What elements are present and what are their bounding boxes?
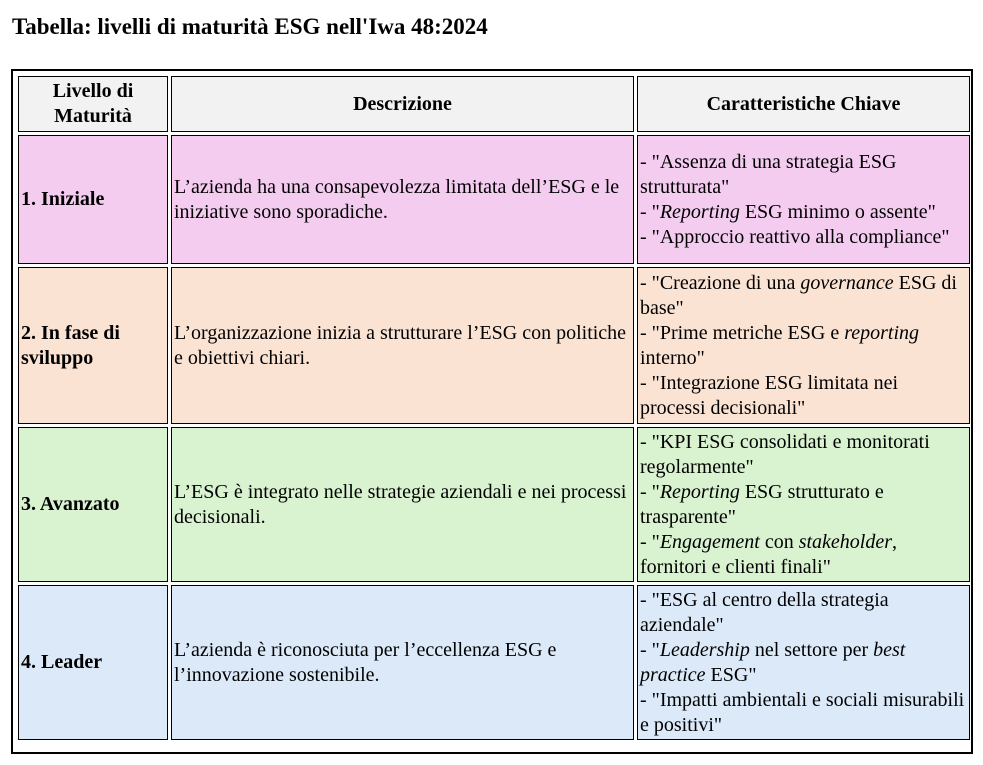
feature-item: [640, 371, 967, 421]
feature-text: ESG minimo o assente": [739, 200, 936, 223]
feature-term-italic: governance: [800, 271, 894, 294]
feature-list: [640, 150, 967, 250]
description-cell: L’ESG è integrato nelle strategie aziendali e nei processi decisionali.: [171, 427, 634, 582]
feature-list: [640, 588, 967, 738]
feature-text: - "Integrazione ESG limitata nei processi decisionali": [640, 371, 899, 419]
feature-item: [640, 530, 967, 580]
feature-term-italic: Reporting: [659, 200, 740, 223]
table-header-row: [18, 76, 970, 132]
feature-text: - "Impatti ambientali e sociali misurabili e positivi": [640, 688, 965, 736]
feature-text: - "ESG al centro della strategia aziendale": [640, 588, 889, 636]
feature-text: - ": [640, 480, 660, 503]
feature-item: [640, 225, 967, 250]
level-cell: 2. In fase di sviluppo: [18, 267, 168, 424]
feature-term-italic: Leadership: [659, 638, 750, 661]
feature-item: [640, 688, 967, 738]
feature-term-italic: reporting: [844, 321, 920, 344]
feature-text: - "KPI ESG consolidati e monitorati regolarmente": [640, 430, 930, 478]
feature-term-italic: Engagement: [659, 530, 760, 553]
feature-text: - "Approccio reattivo alla compliance": [640, 225, 950, 248]
description-cell: L’azienda ha una consapevolezza limitata dell’ESG e le iniziative sono sporadiche.: [171, 135, 634, 264]
feature-term-italic: stakeholder: [798, 530, 893, 553]
header-description: Descrizione: [171, 76, 634, 132]
feature-item: [640, 430, 967, 480]
level-cell: 4. Leader: [18, 585, 168, 740]
feature-item: [640, 321, 967, 371]
feature-text: ESG": [705, 663, 757, 686]
feature-term-italic: best practice: [640, 638, 906, 686]
level-cell: 3. Avanzato: [18, 427, 168, 582]
feature-item: [640, 271, 967, 321]
feature-text: - "Prime metriche ESG e: [640, 321, 845, 344]
feature-text: nel settore per: [749, 638, 874, 661]
description-cell: L’organizzazione inizia a strutturare l’ESG con politiche e obiettivi chiari.: [171, 267, 634, 424]
feature-item: [640, 200, 967, 225]
feature-list: [640, 430, 967, 580]
header-features: Caratteristiche Chiave: [637, 76, 970, 132]
maturity-table: [15, 73, 973, 743]
table-row: [18, 135, 970, 264]
feature-text: - "Creazione di una: [640, 271, 801, 294]
maturity-table-frame: [11, 69, 973, 754]
page-title: Tabella: livelli di maturità ESG nell'Iwa 48:2024: [12, 14, 488, 39]
feature-text: - ": [640, 638, 660, 661]
feature-item: [640, 150, 967, 200]
feature-text: - ": [640, 200, 660, 223]
feature-text: ESG di base": [640, 271, 957, 319]
features-cell: [637, 585, 970, 740]
feature-text: - "Assenza di una strategia ESG strutturata": [640, 150, 897, 198]
table-row: [18, 427, 970, 582]
description-cell: L’azienda è riconosciuta per l’eccellenza ESG e l’innovazione sostenibile.: [171, 585, 634, 740]
feature-list: [640, 271, 967, 421]
features-cell: [637, 135, 970, 264]
table-row: [18, 585, 970, 740]
feature-text: con: [759, 530, 799, 553]
features-cell: [637, 427, 970, 582]
feature-text: interno": [640, 346, 705, 369]
feature-item: [640, 588, 967, 638]
header-level: Livello di Maturità: [18, 76, 168, 132]
table-row: [18, 267, 970, 424]
level-cell: 1. Iniziale: [18, 135, 168, 264]
feature-text: - ": [640, 530, 660, 553]
features-cell: [637, 267, 970, 424]
feature-text: ESG strutturato e trasparente": [640, 480, 884, 528]
feature-term-italic: Reporting: [659, 480, 740, 503]
feature-text: , fornitori e clienti finali": [640, 530, 898, 578]
feature-item: [640, 480, 967, 530]
feature-item: [640, 638, 967, 688]
